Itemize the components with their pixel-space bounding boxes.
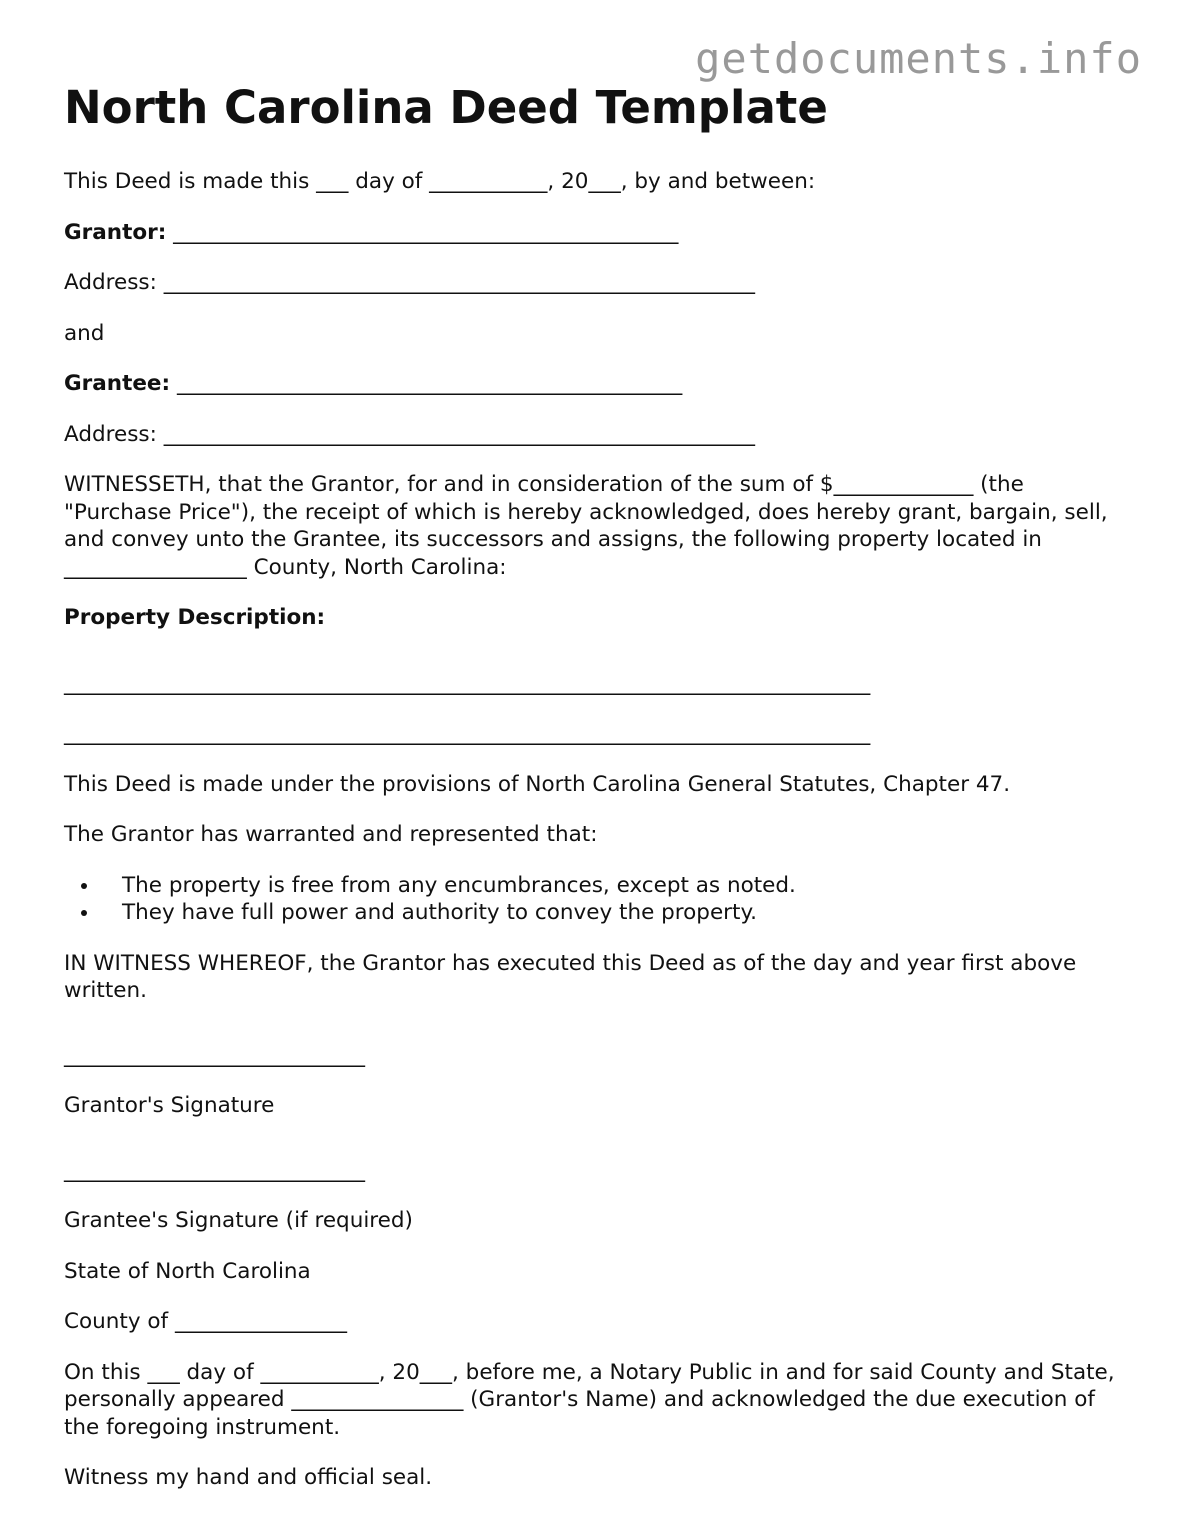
- grantor-blank: _______________________________________________: [166, 219, 679, 245]
- description-line-2: ___________________________________________________________________________: [64, 721, 871, 746]
- grantee-line: [64, 370, 1124, 398]
- grantee-address: Address: _______________________________________________________: [64, 421, 755, 447]
- spacer: [64, 1143, 1124, 1157]
- witnesseth-paragraph: WITNESSETH, that the Grantor, for and in consideration of the sum of $_____________ (the "Purchase Price"), the receipt of which is hereby acknowledged, does hereby grant, bargain, sell, and convey unto the Grantee, its successors and assigns, the following property located in _________________ County, North Carolina:: [64, 472, 1108, 580]
- notary-paragraph: On this ___ day of ___________, 20___, before me, a Notary Public in and for said County and State, personally appeared ________________ (Grantor's Name) and acknowledged the due execution of the foregoing instrument.: [64, 1359, 1115, 1440]
- closing-line: Witness my hand and official seal.: [64, 1465, 433, 1490]
- warranty-intro: The Grantor has warranted and represented that:: [64, 822, 598, 847]
- document-body: [64, 168, 1124, 1515]
- state-line: State of North Carolina: [64, 1258, 311, 1284]
- grantor-line: [64, 219, 1124, 247]
- grantor-label: Grantor:: [64, 219, 167, 245]
- grantee-label: Grantee:: [64, 371, 171, 396]
- grantee-blank: _______________________________________________: [170, 371, 683, 396]
- in-witness-paragraph: IN WITNESS WHEREOF, the Grantor has executed this Deed as of the day and year first above written.: [64, 950, 1077, 1003]
- spacer: [64, 655, 1124, 670]
- spacer: [64, 1028, 1124, 1042]
- statute-paragraph: This Deed is made under the provisions of North Carolina General Statutes, Chapter 47.: [64, 771, 1011, 797]
- description-line-1: ___________________________________________________________________________: [64, 670, 871, 696]
- watermark-text: getdocuments.info: [695, 34, 1142, 83]
- list-item: • They have full power and authority to convey the property.: [100, 899, 1124, 927]
- property-description-label: Property Description:: [64, 605, 326, 630]
- county-line: County of ________________: [64, 1309, 347, 1334]
- property-description-heading: [64, 604, 1124, 632]
- grantor-signature-line: ____________________________: [64, 1042, 365, 1068]
- document-title: North Carolina Deed Template: [64, 81, 828, 134]
- grantor-signature-label: Grantor's Signature: [64, 1093, 275, 1118]
- intro-paragraph: This Deed is made this ___ day of ___________, 20___, by and between:: [64, 169, 816, 194]
- grantee-signature-line: ____________________________: [64, 1157, 365, 1183]
- grantee-signature-label: Grantee's Signature (if required): [64, 1208, 413, 1233]
- grantor-address: Address: _______________________________________________________: [64, 270, 755, 295]
- warranty-list: [64, 872, 1124, 927]
- and-text: and: [64, 320, 105, 346]
- list-item: • The property is free from any encumbrances, except as noted.: [100, 872, 1124, 900]
